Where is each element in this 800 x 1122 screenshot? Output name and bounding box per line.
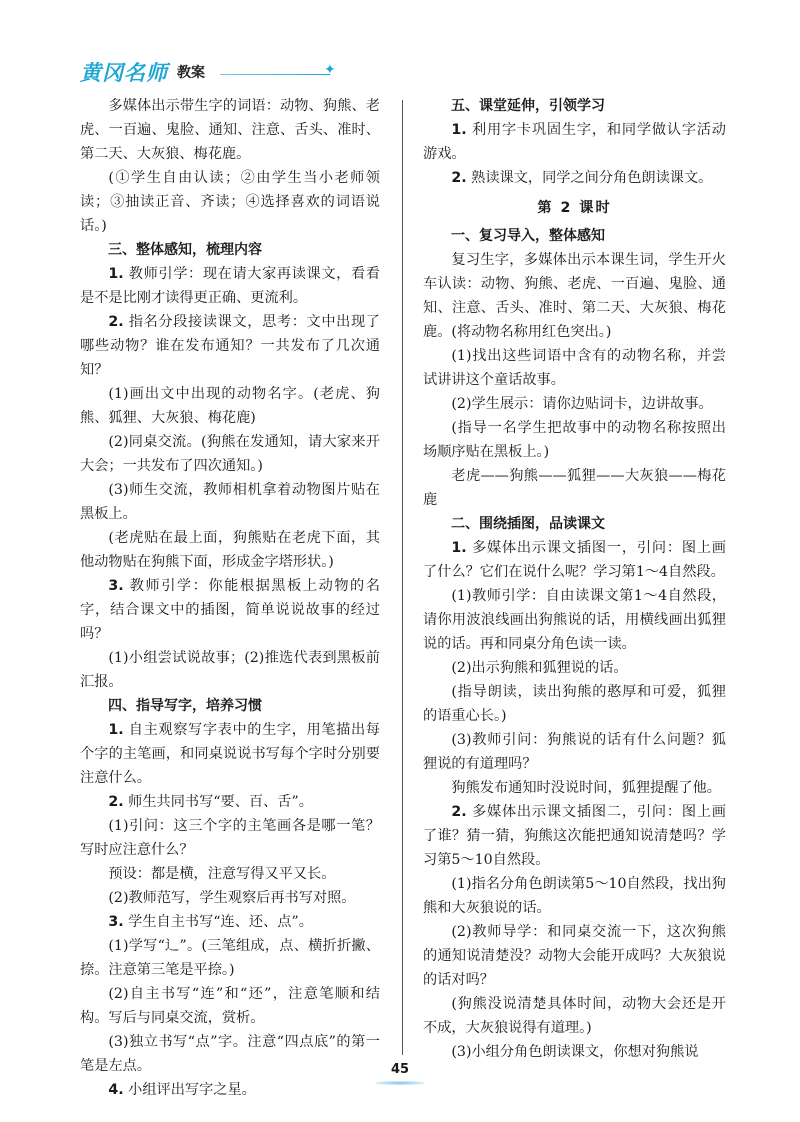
header-rule	[220, 74, 330, 75]
right-column	[423, 94, 726, 1064]
item-text: 师生共同书写“要、百、舌”。	[128, 794, 313, 810]
item-text: 学生自主书写“连、还、点”。	[128, 914, 313, 930]
page-number: 45	[390, 1062, 410, 1077]
item-text: 小组评出写字之星。	[128, 1082, 256, 1098]
paragraph	[423, 118, 726, 166]
brand-logo: 黄冈名师	[80, 61, 168, 85]
paragraph: (1)小组尝试说故事；(2)推选代表到黑板前汇报。	[80, 650, 380, 690]
section-heading: 四、指导写字，培养习惯	[108, 698, 262, 714]
item-text: 自主观察写字表中的生字，用笔描出每个字的主笔画，和同桌说说书写每个字时分别要注意什么。	[80, 722, 380, 786]
paragraph: (1)引问：这三个字的主笔画各是哪一笔？写时应注意什么？	[80, 818, 380, 858]
paragraph	[80, 574, 380, 646]
paragraph: (2)教师导学：和同桌交流一下，这次狗熊的通知说清楚没？动物大会能开成吗？大灰狼说的话对吗？	[423, 924, 726, 988]
paragraph	[80, 262, 380, 310]
left-column	[80, 94, 380, 1102]
paragraph: 老虎——狗熊——狐狸——大灰狼——梅花鹿	[423, 468, 726, 508]
paragraph	[80, 1078, 380, 1102]
item-number: 2.	[108, 314, 124, 330]
paragraph	[80, 910, 380, 934]
paragraph: (①学生自由认读；②由学生当小老师领读；③抽读正音、齐读；④选择喜欢的词语说话。)	[80, 170, 380, 234]
brand-subtitle: 教案	[177, 65, 205, 81]
paragraph	[80, 790, 380, 814]
paragraph	[423, 536, 726, 584]
sparkle-icon: ✦	[324, 62, 336, 78]
paragraph: (2)教师范写，学生观察后再书写对照。	[108, 890, 356, 906]
page-header	[80, 57, 340, 87]
paragraph: (3)小组分角色朗读课文，你想对狗熊说	[451, 1044, 699, 1060]
paragraph: 多媒体出示带生字的词语：动物、狗熊、老虎、一百遍、鬼脸、通知、注意、舌头、准时、第二天、大灰狼、梅花鹿。	[80, 98, 380, 162]
item-text: 熟读课文，同学之间分角色朗读课文。	[471, 170, 713, 186]
item-number: 1.	[108, 266, 124, 282]
item-text: 指名分段接读课文，思考：文中出现了哪些动物？谁在发布通知？一共发布了几次通知？	[80, 314, 380, 378]
paragraph: (3)独立书写“点”字。注意“四点底”的第一笔是左点。	[80, 1034, 380, 1074]
paragraph: (2)出示狗熊和狐狸说的话。	[451, 660, 628, 676]
paragraph: 狗熊发布通知时没说时间，狐狸提醒了他。	[451, 780, 721, 796]
paragraph: (指导朗读，读出狗熊的憨厚和可爱，狐狸的语重心长。)	[423, 684, 726, 724]
item-number: 3.	[108, 914, 124, 930]
item-number: 4.	[108, 1082, 124, 1098]
item-text: 多媒体出示课文插图一，引问：图上画了什么？它们在说什么呢？学习第1～4自然段。	[423, 540, 726, 580]
item-text: 教师引学：现在请大家再读课文，看看是不是比刚才读得更正确、更流利。	[80, 266, 380, 306]
item-number: 1.	[451, 122, 467, 138]
paragraph: (老虎贴在最上面，狗熊贴在老虎下面，其他动物贴在狗熊下面，形成金字塔形状。)	[80, 530, 380, 570]
item-text: 教师引学：你能根据黑板上动物的名字，结合课文中的插图，简单说说故事的经过吗？	[80, 578, 380, 642]
column-divider	[402, 100, 403, 1055]
item-text: 多媒体出示课文插图二，引问：图上画了谁？猜一猜，狗熊这次能把通知说清楚吗？学习第5～10自然段。	[423, 804, 726, 868]
item-number: 3.	[108, 578, 124, 594]
item-number: 2.	[451, 170, 467, 186]
paragraph	[423, 166, 726, 190]
item-number: 1.	[451, 540, 467, 556]
paragraph	[80, 310, 380, 382]
section-heading: 一、复习导入，整体感知	[451, 228, 605, 244]
paragraph: (2)自主书写“连”和“还”，注意笔顺和结构。写后与同桌交流，赏析。	[80, 986, 380, 1026]
paragraph: (指导一名学生把故事中的动物名称按照出场顺序贴在黑板上。)	[423, 420, 726, 460]
paragraph: (3)教师引问：狗熊说的话有什么问题？狐狸说的有道理吗？	[423, 732, 726, 772]
section-heading: 五、课堂延伸，引领学习	[451, 98, 605, 114]
paragraph: 复习生字，多媒体出示本课生词，学生开火车认读：动物、狗熊、老虎、一百遍、鬼脸、通知、注意、舌头、准时、第二天、大灰狼、梅花鹿。(将动物名称用红色突出。)	[423, 252, 726, 340]
paragraph: (2)学生展示：请你边贴词卡，边讲故事。	[451, 396, 713, 412]
section-heading: 二、围绕插图，品读课文	[451, 516, 605, 532]
page-number-ornament	[375, 1081, 425, 1085]
item-number: 1.	[108, 722, 124, 738]
item-number: 2.	[451, 804, 467, 820]
paragraph: (1)画出文中出现的动物名字。(老虎、狗熊、狐狸、大灰狼、梅花鹿)	[80, 386, 380, 426]
paragraph: (3)师生交流，教师相机拿着动物图片贴在黑板上。	[80, 482, 380, 522]
paragraph: (1)指名分角色朗读第5～10自然段，找出狗熊和大灰狼说的话。	[423, 876, 726, 916]
paragraph	[423, 800, 726, 872]
paragraph: (2)同桌交流。(狗熊在发通知，请大家来开大会；一共发布了四次通知。)	[80, 434, 380, 474]
paragraph	[80, 718, 380, 790]
lesson-title: 第 2 课时	[537, 200, 612, 216]
paragraph: 预设：都是横，注意写得又平又长。	[108, 866, 336, 882]
paragraph: (1)找出这些词语中含有的动物名称，并尝试讲讲这个童话故事。	[423, 348, 726, 388]
paragraph: (狗熊没说清楚具体时间，动物大会还是开不成，大灰狼说得有道理。)	[423, 996, 726, 1036]
item-number: 2.	[108, 794, 124, 810]
paragraph: (1)教师引学：自由读课文第1～4自然段，请你用波浪线画出狗熊说的话，用横线画出狐狸说的话。再和同桌分角色读一读。	[423, 588, 726, 652]
paragraph: (1)学写“辶”。(三笔组成，点、横折折撇、捺。注意第三笔是平捺。)	[80, 938, 380, 978]
item-text: 利用字卡巩固生字，和同学做认字活动游戏。	[423, 122, 726, 162]
section-heading: 三、整体感知，梳理内容	[108, 242, 262, 258]
